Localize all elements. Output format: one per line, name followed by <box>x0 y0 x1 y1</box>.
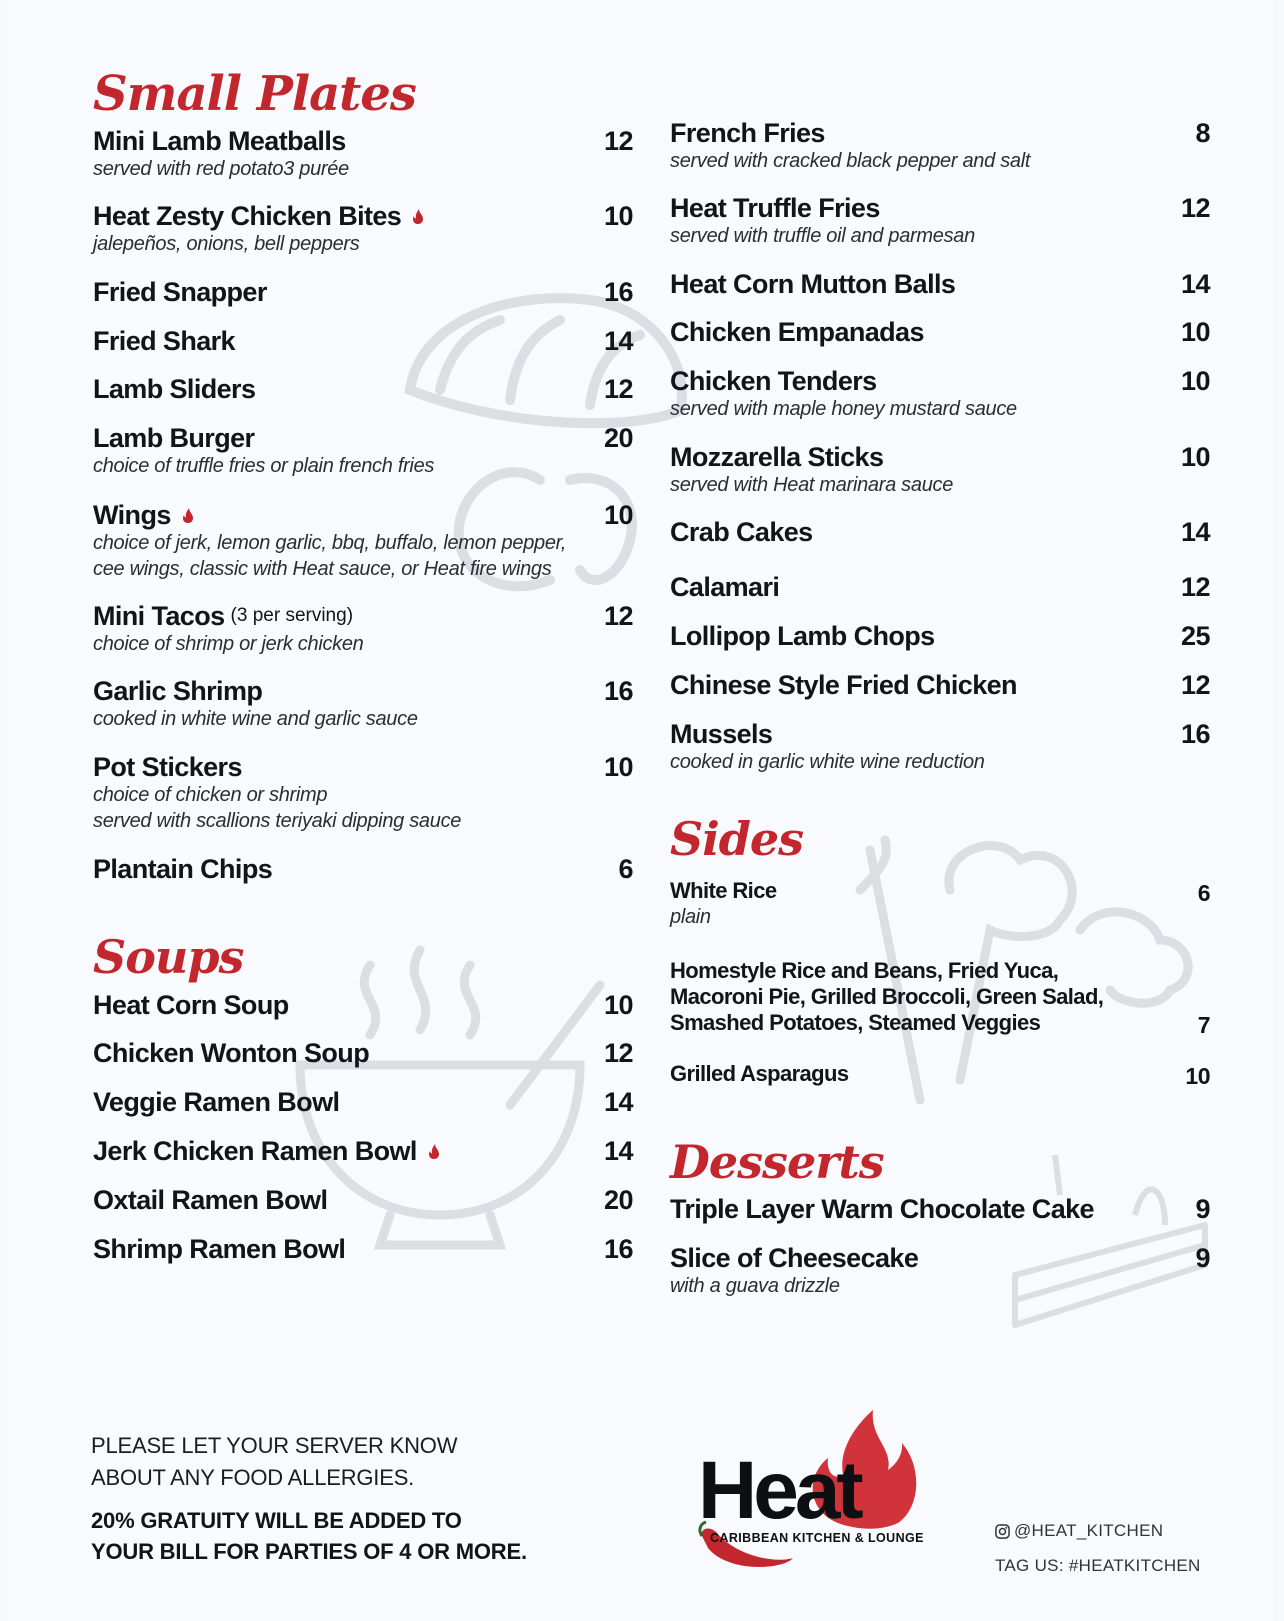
menu-item-name-text: White Rice <box>670 878 777 903</box>
menu-item-name-text: Heat Zesty Chicken Bites <box>93 201 402 231</box>
menu-item <box>670 193 1210 249</box>
menu-item-description: served with scallions teriyaki dipping sauce <box>93 810 462 832</box>
menu-item-note: (3 per serving) <box>230 605 354 626</box>
menu-item <box>93 1087 633 1117</box>
menu-item-price: 10 <box>1180 317 1210 347</box>
menu-item-price: 14 <box>1180 269 1210 299</box>
menu-item <box>670 317 1210 347</box>
menu-item-name <box>93 990 289 1020</box>
menu-item <box>93 500 633 582</box>
menu-item <box>670 1061 1210 1087</box>
gratuity-line-2: YOUR BILL FOR PARTIES OF 4 OR MORE. <box>91 1539 527 1564</box>
menu-item-price: 12 <box>1180 193 1210 223</box>
menu-item-price: 10 <box>603 752 633 782</box>
menu-item-name <box>670 193 880 223</box>
menu-item <box>93 1038 633 1068</box>
menu-item-description: jalepeños, onions, bell peppers <box>93 233 360 255</box>
menu-item-name-text: Chicken Tenders <box>670 366 877 396</box>
menu-item-name-text: Garlic Shrimp <box>93 676 263 706</box>
menu-item-price: 12 <box>1180 670 1210 700</box>
menu-item-name <box>93 1038 369 1068</box>
menu-item-name <box>670 719 772 749</box>
menu-item-name <box>670 670 1017 700</box>
menu-item <box>93 990 633 1020</box>
menu-item-name-text: Homestyle Rice and Beans, Fried Yuca, <box>670 958 1059 983</box>
menu-item-price: 9 <box>1195 1243 1210 1273</box>
menu-item-price: 10 <box>1180 366 1210 396</box>
menu-item-price: 8 <box>1195 118 1210 148</box>
menu-item-name <box>93 676 262 706</box>
menu-page <box>10 0 1274 1621</box>
menu-item-description: served with red potato3 purée <box>93 158 349 180</box>
menu-item-price: 14 <box>603 1087 633 1117</box>
menu-item-name <box>93 423 254 453</box>
spicy-flame-icon <box>181 507 195 524</box>
menu-item <box>670 366 1210 422</box>
menu-item-name-text: Oxtail Ramen Bowl <box>93 1185 328 1215</box>
instagram-handle[interactable] <box>995 1515 1163 1547</box>
menu-item-name <box>93 1136 441 1166</box>
menu-item-name-text: Grilled Asparagus <box>670 1061 849 1086</box>
menu-item-description: plain <box>670 906 711 928</box>
menu-item-name-text: Plantain Chips <box>93 854 273 884</box>
menu-item-price: 14 <box>603 326 633 356</box>
menu-item-name <box>93 126 346 156</box>
gratuity-line-1: 20% GRATUITY WILL BE ADDED TO <box>91 1508 462 1533</box>
menu-item-name <box>670 1243 918 1273</box>
menu-item-name <box>670 366 877 396</box>
menu-item <box>93 854 633 884</box>
menu-item-name-text: Macoroni Pie, Grilled Broccoli, Green Salad, <box>670 984 1104 1009</box>
menu-item-name-text: Fried Shark <box>93 326 235 356</box>
allergy-notice <box>91 1430 611 1494</box>
menu-item-name <box>670 442 883 472</box>
menu-item-price: 6 <box>618 854 633 884</box>
menu-item <box>93 1234 633 1264</box>
menu-item-name-text: French Fries <box>670 118 825 148</box>
allergy-line-2: ABOUT ANY FOOD ALLERGIES. <box>91 1465 415 1490</box>
menu-item <box>93 752 633 834</box>
menu-item-name <box>93 277 267 307</box>
instagram-icon <box>995 1524 1010 1539</box>
menu-item-price: 10 <box>603 500 633 530</box>
menu-item-name-text: Triple Layer Warm Chocolate Cake <box>670 1194 1094 1224</box>
menu-item-name <box>670 1194 1094 1224</box>
menu-item-description: served with truffle oil and parmesan <box>670 225 975 247</box>
menu-item-name <box>93 374 255 404</box>
menu-item-name-text: Lamb Sliders <box>93 374 256 404</box>
menu-item-name <box>670 1061 849 1087</box>
menu-item-name <box>670 317 924 347</box>
menu-item-price: 20 <box>603 423 633 453</box>
menu-item-name <box>93 326 235 356</box>
small-plates-title: Small Plates <box>93 66 416 122</box>
menu-item-name <box>670 269 955 299</box>
menu-item <box>93 201 633 257</box>
menu-item-name-text: Veggie Ramen Bowl <box>93 1087 340 1117</box>
menu-item-name <box>670 517 813 547</box>
menu-item <box>670 1243 1210 1299</box>
menu-item-name <box>93 1185 327 1215</box>
menu-item-description: with a guava drizzle <box>670 1275 840 1297</box>
gratuity-notice <box>91 1505 611 1567</box>
menu-item <box>93 326 633 356</box>
menu-item <box>93 1136 633 1166</box>
menu-item <box>93 423 633 479</box>
menu-item-description: choice of truffle fries or plain french fries <box>93 455 435 477</box>
allergy-line-1: PLEASE LET YOUR SERVER KNOW <box>91 1433 458 1458</box>
menu-item <box>670 517 1210 547</box>
menu-item-description: choice of jerk, lemon garlic, bbq, buffalo, lemon pepper, <box>93 532 567 554</box>
menu-item-name <box>93 201 425 231</box>
menu-item-price: 12 <box>603 126 633 156</box>
menu-item-name-text: Wings <box>93 500 171 530</box>
sides-title: Sides <box>670 812 804 866</box>
menu-item <box>670 958 1210 1036</box>
menu-item <box>670 670 1210 700</box>
menu-item-description: cooked in garlic white wine reduction <box>670 751 985 773</box>
menu-item-name-text: Chinese Style Fried Chicken <box>670 670 1017 700</box>
soups-title: Soups <box>93 930 244 984</box>
menu-item <box>93 601 633 657</box>
menu-item <box>670 572 1210 602</box>
menu-item-price: 12 <box>603 601 633 631</box>
menu-item <box>93 277 633 307</box>
menu-item-description: served with Heat marinara sauce <box>670 474 954 496</box>
menu-item-price: 12 <box>1180 572 1210 602</box>
menu-item-name-text: Mini Tacos <box>93 601 225 631</box>
spicy-flame-icon <box>411 208 425 225</box>
menu-item-name-text: Mussels <box>670 719 773 749</box>
menu-item-name-text: Fried Snapper <box>93 277 267 307</box>
menu-item-price: 10 <box>603 201 633 231</box>
menu-item-description: choice of shrimp or jerk chicken <box>93 633 364 655</box>
menu-item-name <box>93 752 242 782</box>
menu-item <box>670 269 1210 299</box>
menu-item-name-text: Pot Stickers <box>93 752 242 782</box>
menu-item-price: 16 <box>1180 719 1210 749</box>
menu-item-price: 9 <box>1195 1194 1210 1224</box>
menu-item <box>670 442 1210 498</box>
menu-item-price: 7 <box>1197 1012 1210 1038</box>
menu-item-name-text: Lamb Burger <box>93 423 255 453</box>
logo-tagline: CARIBBEAN KITCHEN & LOUNGE <box>710 1531 924 1545</box>
menu-item-name-text: Mozzarella Sticks <box>670 442 884 472</box>
menu-item-name <box>670 958 1058 984</box>
menu-item-price: 6 <box>1197 880 1210 906</box>
menu-item-name-text: Slice of Cheesecake <box>670 1243 919 1273</box>
menu-item-name <box>93 1234 345 1264</box>
menu-item-description: served with maple honey mustard sauce <box>670 398 1017 420</box>
menu-item-price: 25 <box>1180 621 1210 651</box>
menu-item-price: 14 <box>603 1136 633 1166</box>
menu-item-name <box>93 500 195 530</box>
menu-item-price: 10 <box>1180 442 1210 472</box>
menu-item-name-text: Crab Cakes <box>670 517 813 547</box>
menu-item-name-text: Heat Corn Mutton Balls <box>670 269 956 299</box>
menu-item-name-text: Shrimp Ramen Bowl <box>93 1234 346 1264</box>
menu-item-description: served with cracked black pepper and salt <box>670 150 1031 172</box>
menu-item-price: 10 <box>1185 1063 1210 1089</box>
menu-item-price: 14 <box>1180 517 1210 547</box>
menu-item-name-text: Chicken Empanadas <box>670 317 924 347</box>
spicy-flame-icon <box>427 1143 441 1160</box>
heat-logo <box>698 1408 938 1568</box>
menu-item-name-text: Chicken Wonton Soup <box>93 1038 370 1068</box>
logo-wordmark: Heat <box>698 1445 860 1536</box>
menu-item <box>670 1194 1210 1224</box>
menu-item-price: 20 <box>603 1185 633 1215</box>
menu-item-price: 10 <box>603 990 633 1020</box>
menu-item-name-text: Mini Lamb Meatballs <box>93 126 346 156</box>
menu-item-price: 16 <box>603 277 633 307</box>
hashtag-text: TAG US: #HEATKITCHEN <box>995 1555 1201 1575</box>
menu-item-price: 12 <box>603 1038 633 1068</box>
menu-item-name-text: Calamari <box>670 572 780 602</box>
menu-item-name <box>670 572 779 602</box>
menu-item-name-text: Heat Corn Soup <box>93 990 289 1020</box>
menu-item <box>670 118 1210 174</box>
menu-item-description: choice of chicken or shrimp <box>93 784 328 806</box>
menu-item <box>93 1185 633 1215</box>
menu-item <box>670 719 1210 775</box>
menu-item <box>93 374 633 404</box>
menu-item <box>670 878 1210 930</box>
menu-item-name <box>670 984 1103 1010</box>
social-block <box>995 1515 1201 1582</box>
menu-item-price: 16 <box>603 1234 633 1264</box>
menu-item-price: 12 <box>603 374 633 404</box>
menu-item-name <box>670 621 935 651</box>
menu-item-name <box>670 1010 1040 1036</box>
desserts-title: Desserts <box>670 1135 884 1189</box>
menu-item-name <box>93 854 272 884</box>
menu-item-name <box>670 118 825 148</box>
menu-item <box>93 126 633 182</box>
menu-item-description: cooked in white wine and garlic sauce <box>93 708 418 730</box>
instagram-handle-text: @HEAT_KITCHEN <box>1014 1521 1164 1540</box>
menu-item-name <box>93 1087 339 1117</box>
menu-item <box>93 676 633 732</box>
menu-item-name <box>670 878 776 904</box>
menu-item-name-text: Jerk Chicken Ramen Bowl <box>93 1136 417 1166</box>
menu-item-name-text: Heat Truffle Fries <box>670 193 880 223</box>
menu-item-name <box>93 601 353 631</box>
menu-item-description: cee wings, classic with Heat sauce, or Heat fire wings <box>93 558 552 580</box>
menu-item <box>670 621 1210 651</box>
menu-item-name-text: Smashed Potatoes, Steamed Veggies <box>670 1010 1041 1035</box>
menu-item-price: 16 <box>603 676 633 706</box>
menu-item-name-text: Lollipop Lamb Chops <box>670 621 935 651</box>
